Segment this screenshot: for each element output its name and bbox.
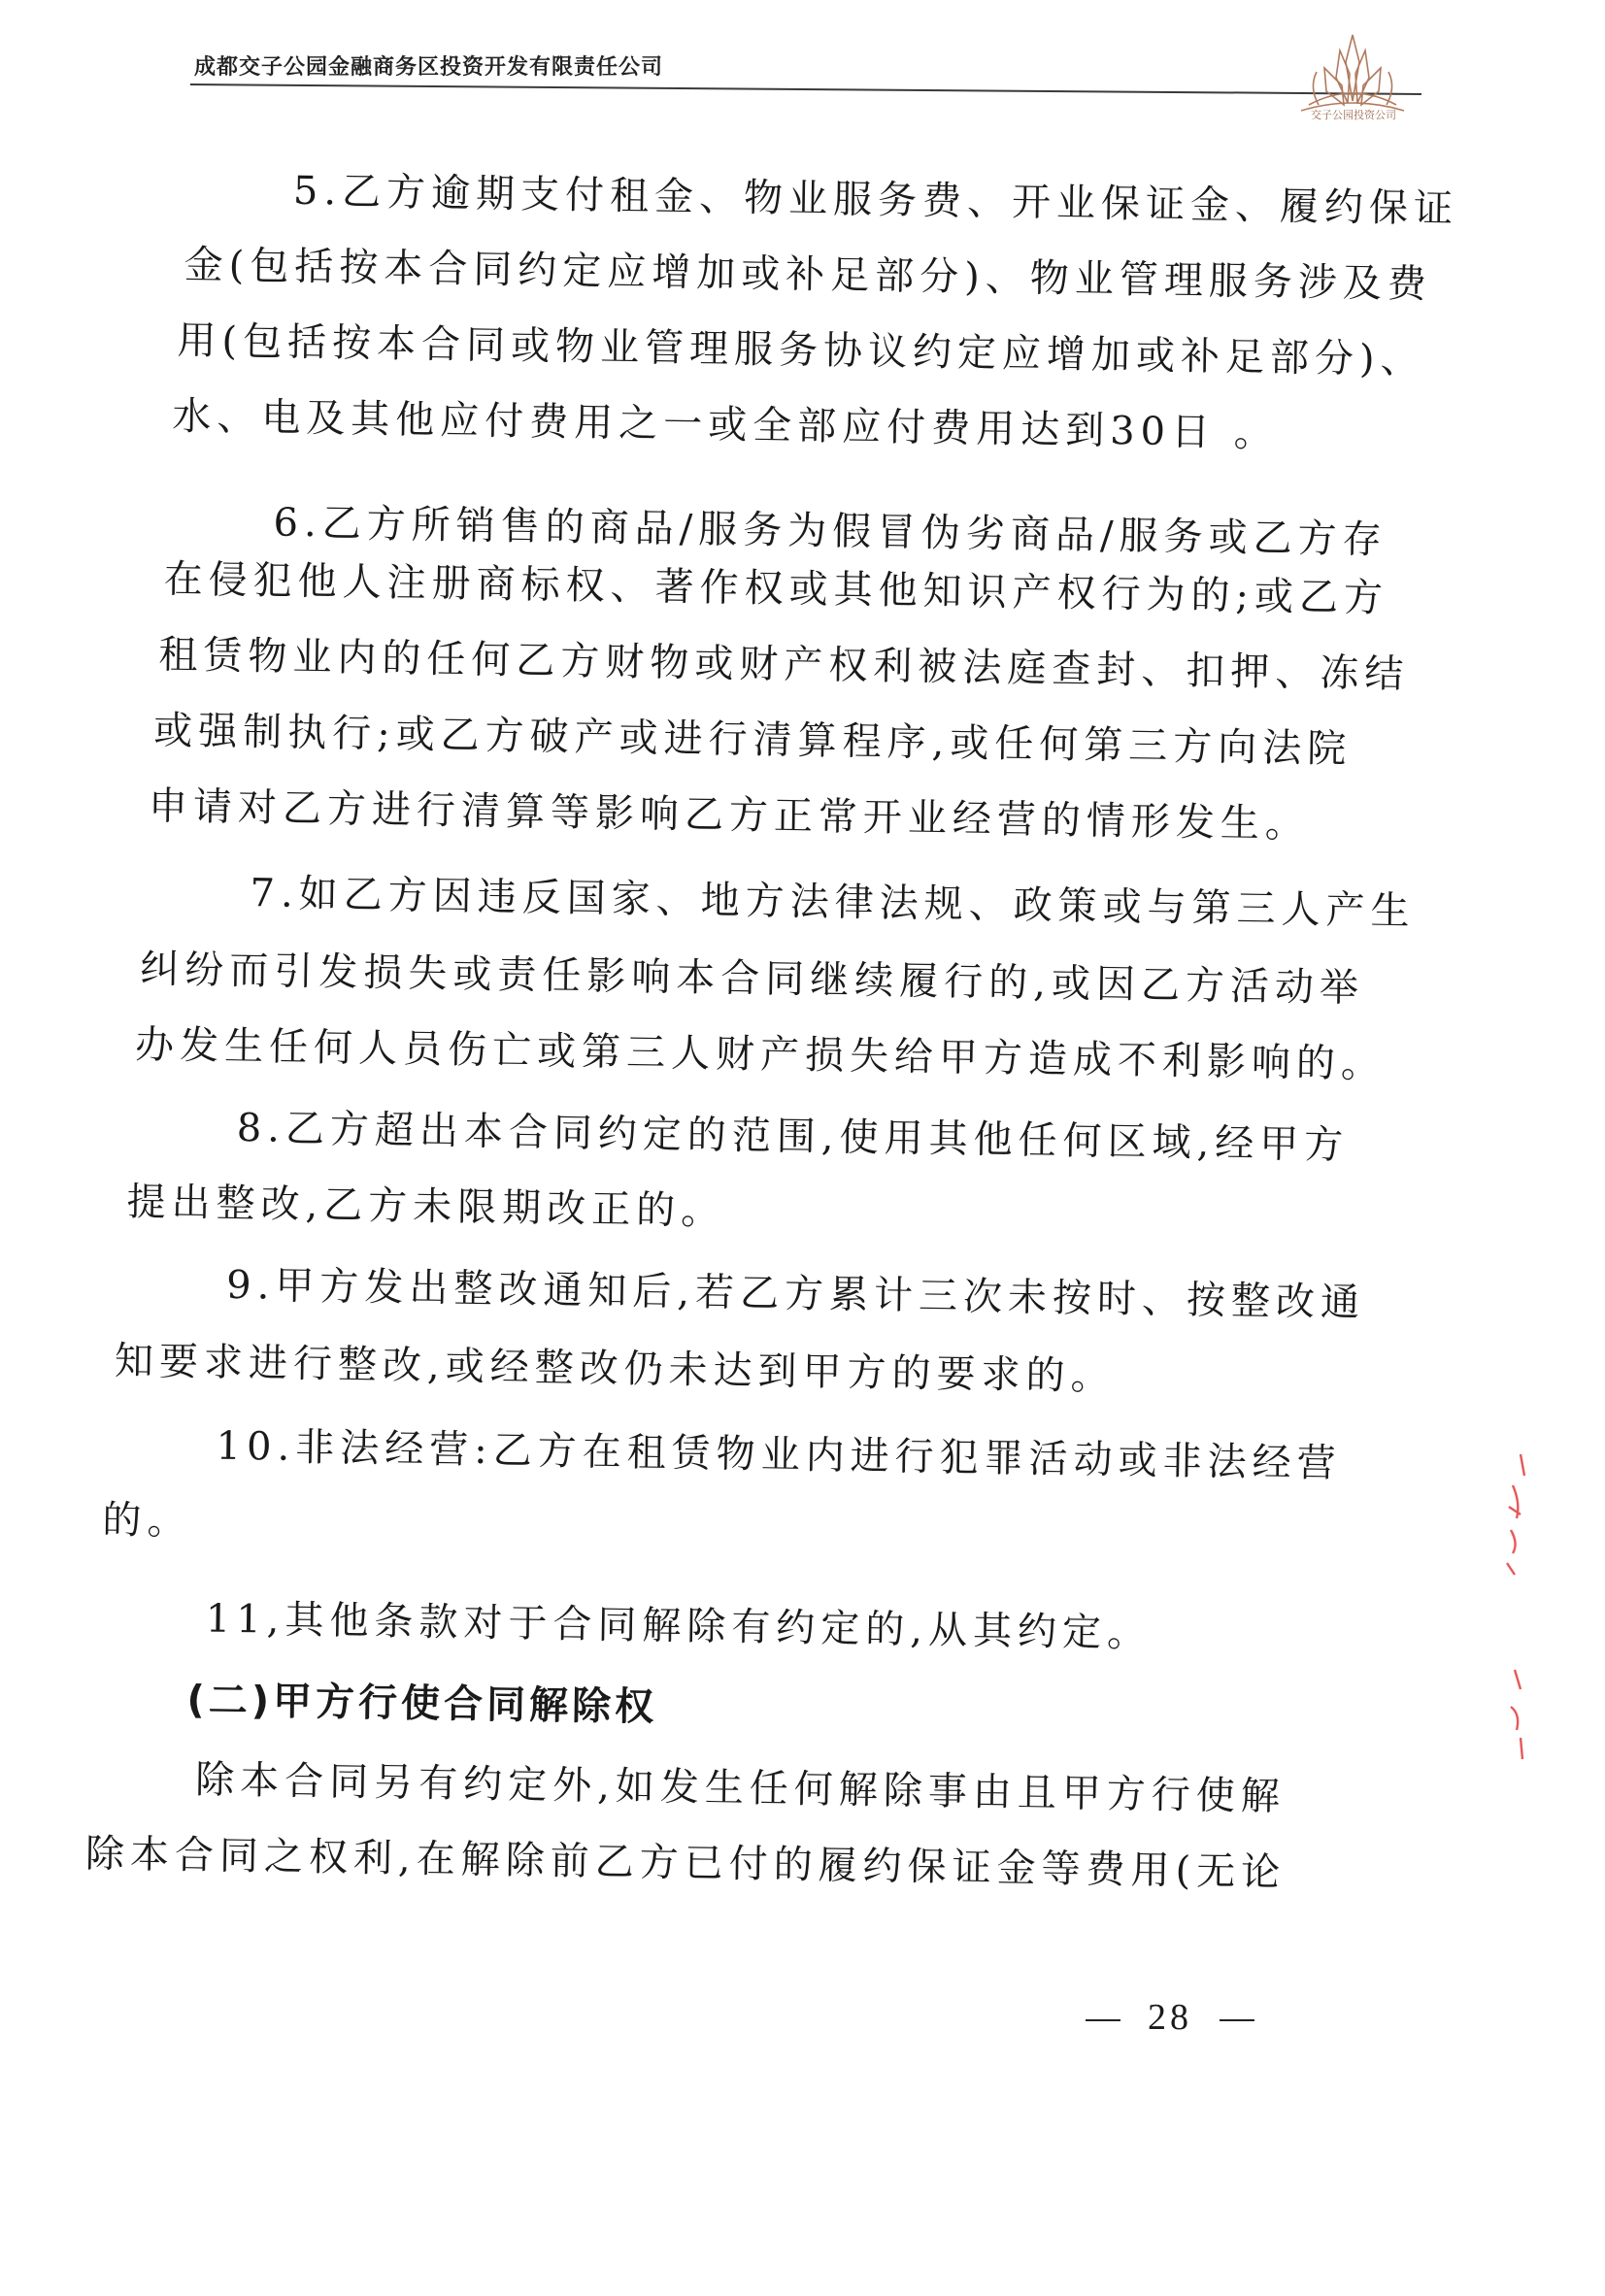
clause-7-line-2: 纠纷而引发损失或责任影响本合同继续履行的,或因乙方活动举 — [139, 947, 1365, 1012]
clause-5-line-1: 5.乙方逾期支付租金、物业服务费、开业保证金、履约保证 — [292, 168, 1459, 232]
clause-11-line-1: 11,其他条款对于合同解除有约定的,从其约定。 — [205, 1596, 1153, 1656]
clause-7-line-1: 7.如乙方因违反国家、地方法律法规、政策或与第三人产生 — [250, 871, 1416, 935]
clause-5-line-3: 用(包括按本合同或物业管理服务协议约定应增加或补足部分)、 — [177, 317, 1425, 383]
logo-caption: 交子公园投资公司 — [1311, 109, 1396, 121]
page-number-value: 28 — [1148, 1997, 1192, 2038]
clause-9-line-1: 9.甲方发出整改通知后,若乙方累计三次未按时、按整改通 — [225, 1262, 1366, 1326]
clause-6-line-2: 在侵犯他人注册商标权、著作权或其他知识产权行为的;或乙方 — [163, 556, 1389, 621]
clause-6-line-3: 租赁物业内的任何乙方财物或财产权利被法庭查封、扣押、冻结 — [158, 632, 1410, 697]
clause-10-line-1: 10.非法经营:乙方在租赁物业内进行犯罪活动或非法经营 — [216, 1423, 1342, 1486]
clause-6-line-5: 申请对乙方进行清算等影响乙方正常开业经营的情形发生。 — [148, 783, 1311, 848]
clause-10-line-2: 的。 — [102, 1497, 192, 1545]
clause-9-line-2: 知要求进行整改,或经整改仍未达到甲方的要求的。 — [114, 1339, 1116, 1400]
clause-8-line-1: 8.乙方超出本合同约定的范围,使用其他任何区域,经甲方 — [236, 1105, 1350, 1168]
clause-7-line-3: 办发生任何人员伤亡或第三人财产损失给甲方造成不利影响的。 — [134, 1022, 1387, 1087]
page-number-left-dash — [1086, 2019, 1120, 2021]
page-number — [1058, 1996, 1282, 2039]
closing-paragraph-line-1: 除本合同另有约定外,如发生任何解除事由且甲方行使解 — [194, 1757, 1287, 1820]
clause-5-line-4: 水、电及其他应付费用之一或全部应付费用达到30日 。 — [171, 393, 1280, 456]
clause-5-line-2: 金(包括按本合同约定应增加或补足部分)、物业管理服务涉及费 — [184, 243, 1433, 308]
page-number-right-dash — [1220, 2019, 1254, 2021]
closing-paragraph-line-2: 除本合同之权利,在解除前乙方已付的履约保证金等费用(无论 — [84, 1831, 1287, 1896]
company-name: 成都交子公园金融商务区投资开发有限责任公司 — [194, 55, 664, 80]
clause-6-line-1: 6.乙方所销售的商品/服务为假冒伪劣商品/服务或乙方存 — [273, 500, 1388, 563]
seal-stamp-icon — [1491, 1447, 1530, 1767]
clause-8-line-2: 提出整改,乙方未限期改正的。 — [126, 1180, 726, 1234]
section-heading: (二)甲方行使合同解除权 — [186, 1678, 658, 1730]
clause-6-line-4: 或强制执行;或乙方破产或进行清算程序,或任何第三方向法院 — [152, 708, 1353, 772]
